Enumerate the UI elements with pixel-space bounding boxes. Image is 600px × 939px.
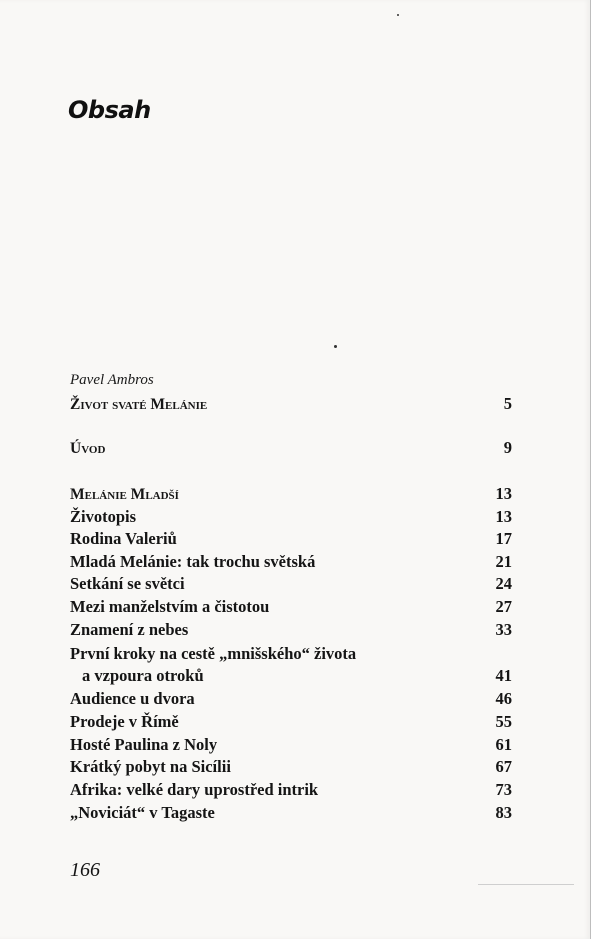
toc-entry-page: 5 [503,394,512,413]
toc-entry-title: Setkání se světci [70,574,185,593]
toc-entry-page: 13 [495,507,512,526]
toc-entry-title: Audience u dvora [70,689,195,708]
toc-entry-page: 46 [495,689,512,708]
toc-entry-title: Rodina Valeriů [70,529,177,548]
toc-entry-page: 73 [495,780,512,799]
paper-speck [334,345,337,348]
toc-entry-page: 41 [495,666,512,685]
toc-entry-title: Afrika: velké dary uprostřed intrik [70,780,319,799]
toc-entry [70,574,512,596]
toc-entry-title: „Noviciát“ v Tagaste [70,803,215,822]
toc-entry-title: Úvod [70,440,106,457]
toc-entry [70,644,512,666]
toc-entry-title: První kroky na cestě „mnišského“ života [70,644,357,663]
toc-entry-page: 55 [495,712,512,731]
toc-entry-page: 13 [495,484,512,503]
toc-entry-page: 17 [495,529,512,548]
toc-entry [70,689,512,711]
page-number: 166 [70,859,100,881]
toc-entry [70,552,512,574]
toc-entry-title: Znamení z nebes [70,620,189,639]
toc-entry [70,597,512,619]
toc-entry-page: 33 [495,620,512,639]
toc-entry [70,803,512,825]
toc-entry-title: Život svaté Melánie [70,396,208,413]
page-edge-mark [478,884,574,885]
toc-entry-melanie-mladsi [70,484,512,506]
toc-entry-title: Hosté Paulina z Noly [70,735,218,754]
toc-entry-title: a vzpoura otroků [82,666,204,685]
toc-entry-zivot-svate-melanie [70,394,512,416]
toc-entry-title: Melánie Mladší [70,486,179,503]
toc-entry [70,735,512,757]
toc-entry-title: Mezi manželstvím a čistotou [70,597,270,616]
toc-entry [70,780,512,802]
toc-entry-page: 24 [495,574,512,593]
paper-speck [397,14,399,16]
author-name: Pavel Ambros [70,372,154,388]
toc-entry-title: Mladá Melánie: tak trochu světská [70,552,316,571]
toc-entry-page: 21 [495,552,512,571]
toc-entry [70,757,512,779]
toc-entry [70,529,512,551]
toc-entry-page: 67 [495,757,512,776]
toc-entry [70,620,512,642]
toc-entry-page: 9 [503,438,512,457]
toc-entry-title: Prodeje v Římě [70,712,179,731]
toc-entry [70,507,512,529]
toc-entry-uvod [70,438,512,460]
toc-entry-title: Krátký pobyt na Sicílii [70,757,231,776]
toc-entry-page: 83 [495,803,512,822]
toc-entry-page: 27 [495,597,512,616]
toc-entry-continuation [70,666,512,688]
toc-entry [70,712,512,734]
toc-entry-title: Životopis [70,507,137,526]
toc-entry-page: 61 [495,735,512,754]
page-title: Obsah [68,96,151,124]
